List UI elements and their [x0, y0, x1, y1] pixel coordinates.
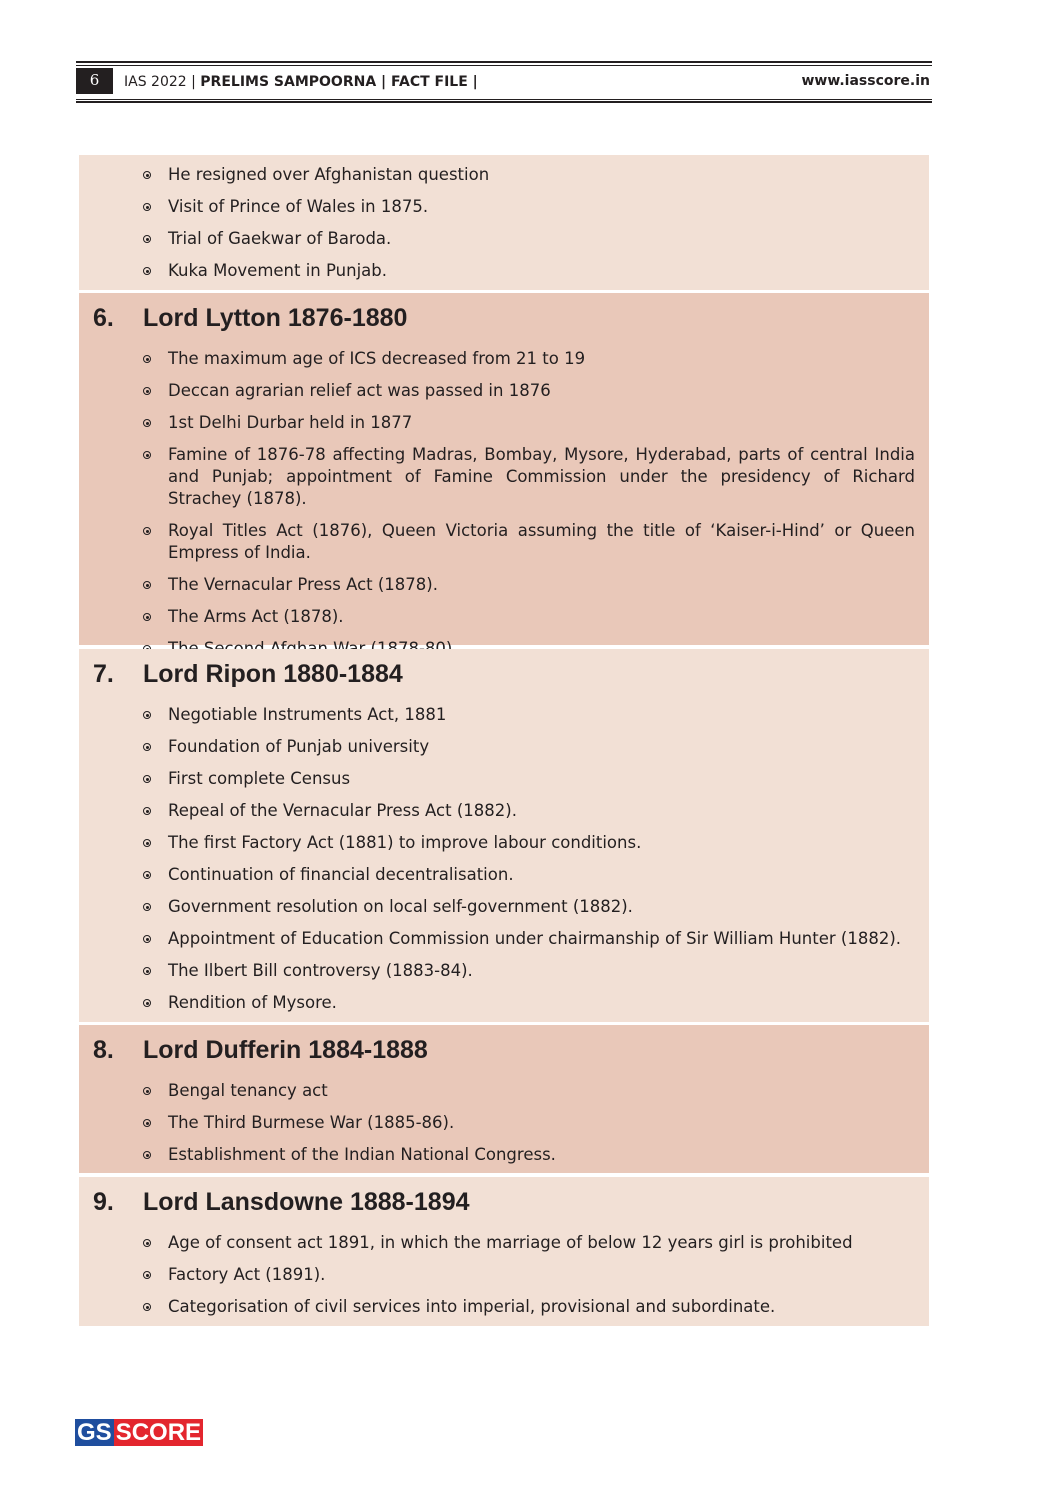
item-list [141, 1232, 915, 1328]
list-item: Categorisation of civil services into imperial, provisional and subordinate. [141, 1296, 915, 1318]
section-lord-lytton [79, 293, 929, 645]
bullet-icon [143, 807, 151, 815]
logo-gs: GS [77, 1419, 112, 1446]
list-item: 1st Delhi Durbar held in 1877 [141, 412, 915, 434]
bullet-icon [143, 267, 151, 275]
bullet-icon [143, 613, 151, 621]
list-item: Visit of Prince of Wales in 1875. [141, 196, 915, 218]
page-number: 6 [76, 68, 113, 94]
header-title-left: IAS 2022 | [124, 74, 196, 90]
list-item: Age of consent act 1891, in which the marriage of below 12 years girl is prohibited [141, 1232, 915, 1254]
header-url[interactable]: www.iasscore.in [801, 73, 930, 89]
bullet-icon [143, 967, 151, 975]
section-number: 8. [93, 1036, 114, 1064]
section-title: Lord Dufferin 1884-1888 [143, 1036, 428, 1064]
bullet-icon [143, 935, 151, 943]
list-item: Appointment of Education Commission under chairmanship of Sir William Hunter (1882). [141, 928, 915, 950]
bullet-icon [143, 1087, 151, 1095]
bullet-icon [143, 999, 151, 1007]
section-heading [93, 659, 403, 689]
list-item: Factory Act (1891). [141, 1264, 915, 1286]
list-item: Continuation of financial decentralisation. [141, 864, 915, 886]
section-number: 6. [93, 304, 114, 332]
list-item: The Vernacular Press Act (1878). [141, 574, 915, 596]
bullet-icon [143, 1239, 151, 1247]
section-lord-ripon [79, 649, 929, 1022]
header-rule-bottom-thin [76, 99, 932, 100]
bullet-icon [143, 839, 151, 847]
item-list [141, 704, 915, 1024]
list-item: The Ilbert Bill controversy (1883-84). [141, 960, 915, 982]
bullet-icon [143, 1119, 151, 1127]
bullet-icon [143, 387, 151, 395]
section-lord-dufferin [79, 1025, 929, 1173]
list-item: Trial of Gaekwar of Baroda. [141, 228, 915, 250]
list-item: Kuka Movement in Punjab. [141, 260, 915, 282]
list-item: Rendition of Mysore. [141, 992, 915, 1014]
section-heading [93, 1035, 428, 1065]
bullet-icon [143, 235, 151, 243]
gsscore-logo [75, 1419, 203, 1446]
item-list [141, 1080, 915, 1176]
header-rule-top-thin [76, 65, 932, 66]
bullet-icon [143, 451, 151, 459]
header-rule-bottom [76, 101, 932, 103]
bullet-icon [143, 1151, 151, 1159]
logo-score: SCORE [115, 1419, 202, 1446]
list-item: First complete Census [141, 768, 915, 790]
list-item: The first Factory Act (1881) to improve labour conditions. [141, 832, 915, 854]
section-number: 9. [93, 1188, 114, 1216]
bullet-icon [143, 203, 151, 211]
list-item: Royal Titles Act (1876), Queen Victoria assuming the title of ‘Kaiser-i-Hind’ or Queen Empress of India. [141, 520, 915, 564]
bullet-icon [143, 527, 151, 535]
list-item: The Third Burmese War (1885-86). [141, 1112, 915, 1134]
list-item: Foundation of Punjab university [141, 736, 915, 758]
header-rule-top [76, 61, 932, 63]
section-heading [93, 303, 407, 333]
bullet-icon [143, 903, 151, 911]
bullet-icon [143, 1303, 151, 1311]
section-heading [93, 1187, 470, 1217]
list-item: Government resolution on local self-government (1882). [141, 896, 915, 918]
list-item: Establishment of the Indian National Congress. [141, 1144, 915, 1166]
item-list [141, 164, 915, 292]
list-item: He resigned over Afghanistan question [141, 164, 915, 186]
section-number: 7. [93, 660, 114, 688]
bullet-icon [143, 775, 151, 783]
list-item: Repeal of the Vernacular Press Act (1882). [141, 800, 915, 822]
item-list [141, 348, 915, 670]
section-title: Lord Lansdowne 1888-1894 [143, 1188, 470, 1216]
list-item: The maximum age of ICS decreased from 21 to 19 [141, 348, 915, 370]
list-item: The Arms Act (1878). [141, 606, 915, 628]
section-lord-lansdowne [79, 1177, 929, 1326]
bullet-icon [143, 1271, 151, 1279]
bullet-icon [143, 419, 151, 427]
section-title: Lord Lytton 1876-1880 [143, 304, 408, 332]
bullet-icon [143, 581, 151, 589]
bullet-icon [143, 871, 151, 879]
bullet-icon [143, 743, 151, 751]
list-item: Negotiable Instruments Act, 1881 [141, 704, 915, 726]
section-title: Lord Ripon 1880-1884 [143, 660, 403, 688]
list-item: Famine of 1876-78 affecting Madras, Bombay, Mysore, Hyderabad, parts of central India and Punjab; appointment of Famine Commission under the presidency of Richard Strachey (1878). [141, 444, 915, 510]
bullet-icon [143, 711, 151, 719]
section-continued [79, 155, 929, 290]
bullet-icon [143, 171, 151, 179]
header-title-bold: PRELIMS SAMPOORNA | FACT FILE | [200, 74, 478, 90]
list-item: Deccan agrarian relief act was passed in 1876 [141, 380, 915, 402]
list-item: Bengal tenancy act [141, 1080, 915, 1102]
header-title [124, 73, 478, 91]
bullet-icon [143, 355, 151, 363]
